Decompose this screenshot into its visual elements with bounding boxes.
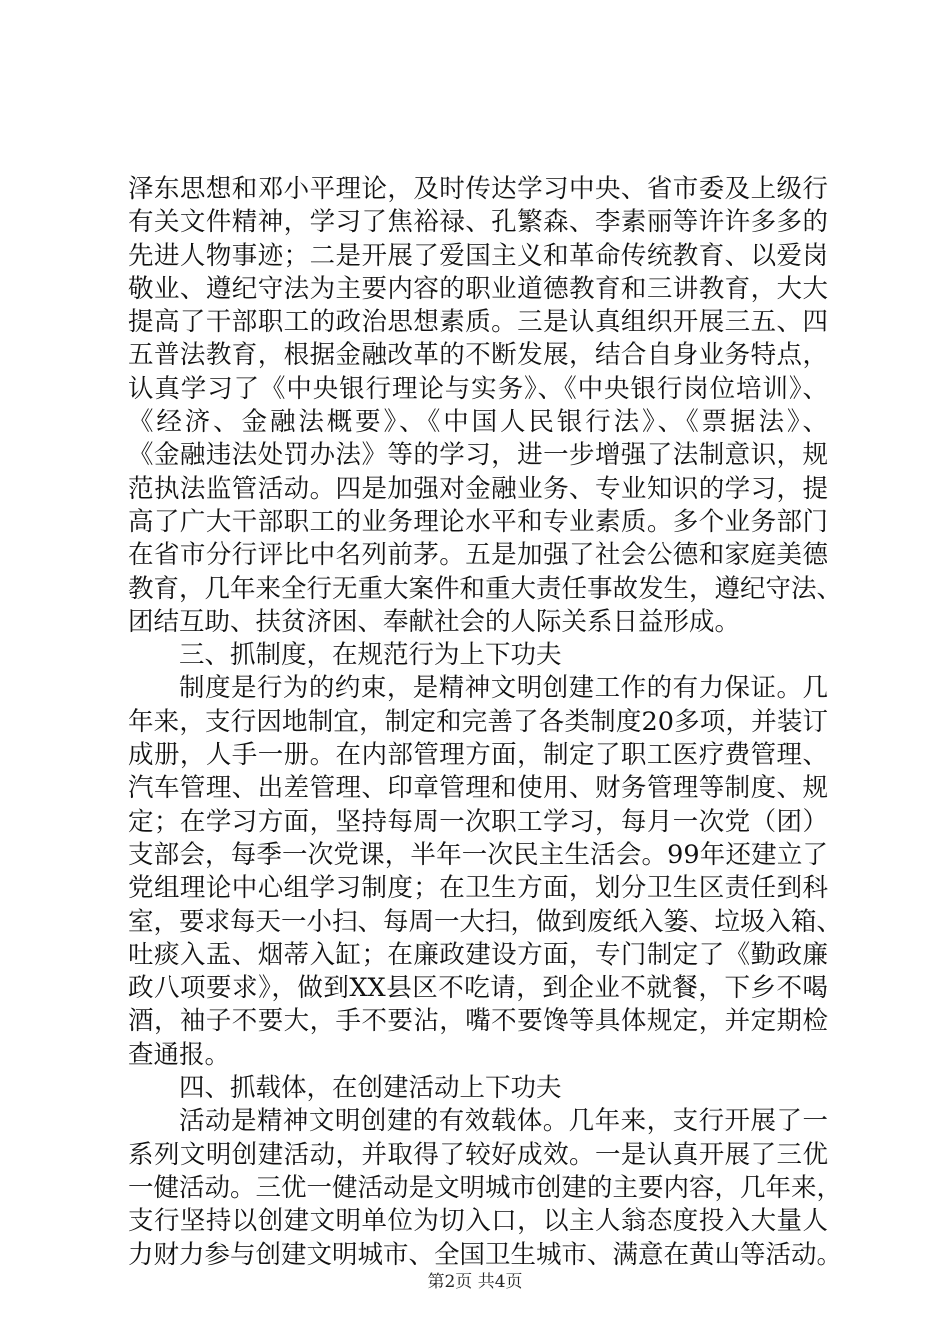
text-line: 支行坚持以创建文明单位为切入口，以主人翁态度投入大量人 bbox=[128, 1206, 828, 1237]
text-line: 查通报。 bbox=[128, 1039, 231, 1070]
page-footer: 第2页 共4页 bbox=[427, 1272, 523, 1292]
text-line: 先进人物事迹；二是开展了爱国主义和革命传统教育、以爱岗 bbox=[128, 240, 828, 271]
section-heading: 四、抓载体，在创建活动上下功夫 bbox=[179, 1073, 562, 1104]
text-line: 范执法监管活动。四是加强对金融业务、专业知识的学习，提 bbox=[128, 473, 828, 504]
text-line: 高了广大干部职工的业务理论水平和专业素质。多个业务部门 bbox=[128, 506, 828, 537]
text-line: 力财力参与创建文明城市、全国卫生城市、满意在黄山等活动。 bbox=[128, 1239, 843, 1270]
text-line: 《经济、金融法概要》、《中国人民银行法》、《票据法》、 bbox=[128, 407, 828, 438]
section-heading: 三、抓制度，在规范行为上下功夫 bbox=[179, 640, 562, 671]
text-line: 提高了干部职工的政治思想素质。三是认真组织开展三五、四 bbox=[128, 307, 828, 338]
text-line: 在省市分行评比中名列前茅。五是加强了社会公德和家庭美德 bbox=[128, 540, 828, 571]
text-line: 成册，人手一册。在内部管理方面，制定了职工医疗费管理、 bbox=[128, 740, 828, 771]
text-line: 敬业、遵纪守法为主要内容的职业道德教育和三讲教育，大大 bbox=[128, 273, 828, 304]
text-line: 制度是行为的约束，是精神文明创建工作的有力保证。几 bbox=[179, 673, 828, 704]
text-line: 团结互助、扶贫济困、奉献社会的人际关系日益形成。 bbox=[128, 606, 741, 637]
text-line: 系列文明创建活动，并取得了较好成效。一是认真开展了三优 bbox=[128, 1139, 828, 1170]
text-line: 一健活动。三优一健活动是文明城市创建的主要内容，几年来， bbox=[128, 1172, 843, 1203]
text-line: 定；在学习方面，坚持每周一次职工学习，每月一次党（团） bbox=[128, 806, 828, 837]
document-body bbox=[128, 173, 843, 1272]
text-line: 五普法教育，根据金融改革的不断发展，结合自身业务特点， bbox=[128, 340, 828, 371]
text-line: 年来，支行因地制宜，制定和完善了各类制度20多项，并装订 bbox=[128, 706, 828, 737]
text-line: 教育，几年来全行无重大案件和重大责任事故发生，遵纪守法、 bbox=[128, 573, 843, 604]
text-line: 活动是精神文明创建的有效载体。几年来，支行开展了一 bbox=[179, 1106, 828, 1137]
text-line: 酒，袖子不要大，手不要沾，嘴不要馋等具体规定，并定期检 bbox=[128, 1006, 828, 1037]
text-line: 支部会，每季一次党课，半年一次民主生活会。99年还建立了 bbox=[128, 839, 828, 870]
text-line: 政八项要求》，做到XX县区不吃请，到企业不就餐，下乡不喝 bbox=[128, 973, 828, 1004]
text-line: 汽车管理、出差管理、印章管理和使用、财务管理等制度、规 bbox=[128, 773, 828, 804]
text-line: 室，要求每天一小扫、每周一大扫，做到废纸入篓、垃圾入箱、 bbox=[128, 906, 843, 937]
text-line: 泽东思想和邓小平理论，及时传达学习中央、省市委及上级行 bbox=[128, 174, 828, 204]
text-line: 有关文件精神，学习了焦裕禄、孔繁森、李素丽等许许多多的 bbox=[128, 207, 828, 238]
text-line: 《金融违法处罚办法》等的学习，进一步增强了法制意识，规 bbox=[128, 440, 828, 471]
text-line: 认真学习了《中央银行理论与实务》、《中央银行岗位培训》、 bbox=[128, 373, 828, 404]
text-line: 吐痰入盂、烟蒂入缸；在廉政建设方面，专门制定了《勤政廉 bbox=[128, 939, 828, 970]
text-line: 党组理论中心组学习制度；在卫生方面，划分卫生区责任到科 bbox=[128, 873, 828, 904]
